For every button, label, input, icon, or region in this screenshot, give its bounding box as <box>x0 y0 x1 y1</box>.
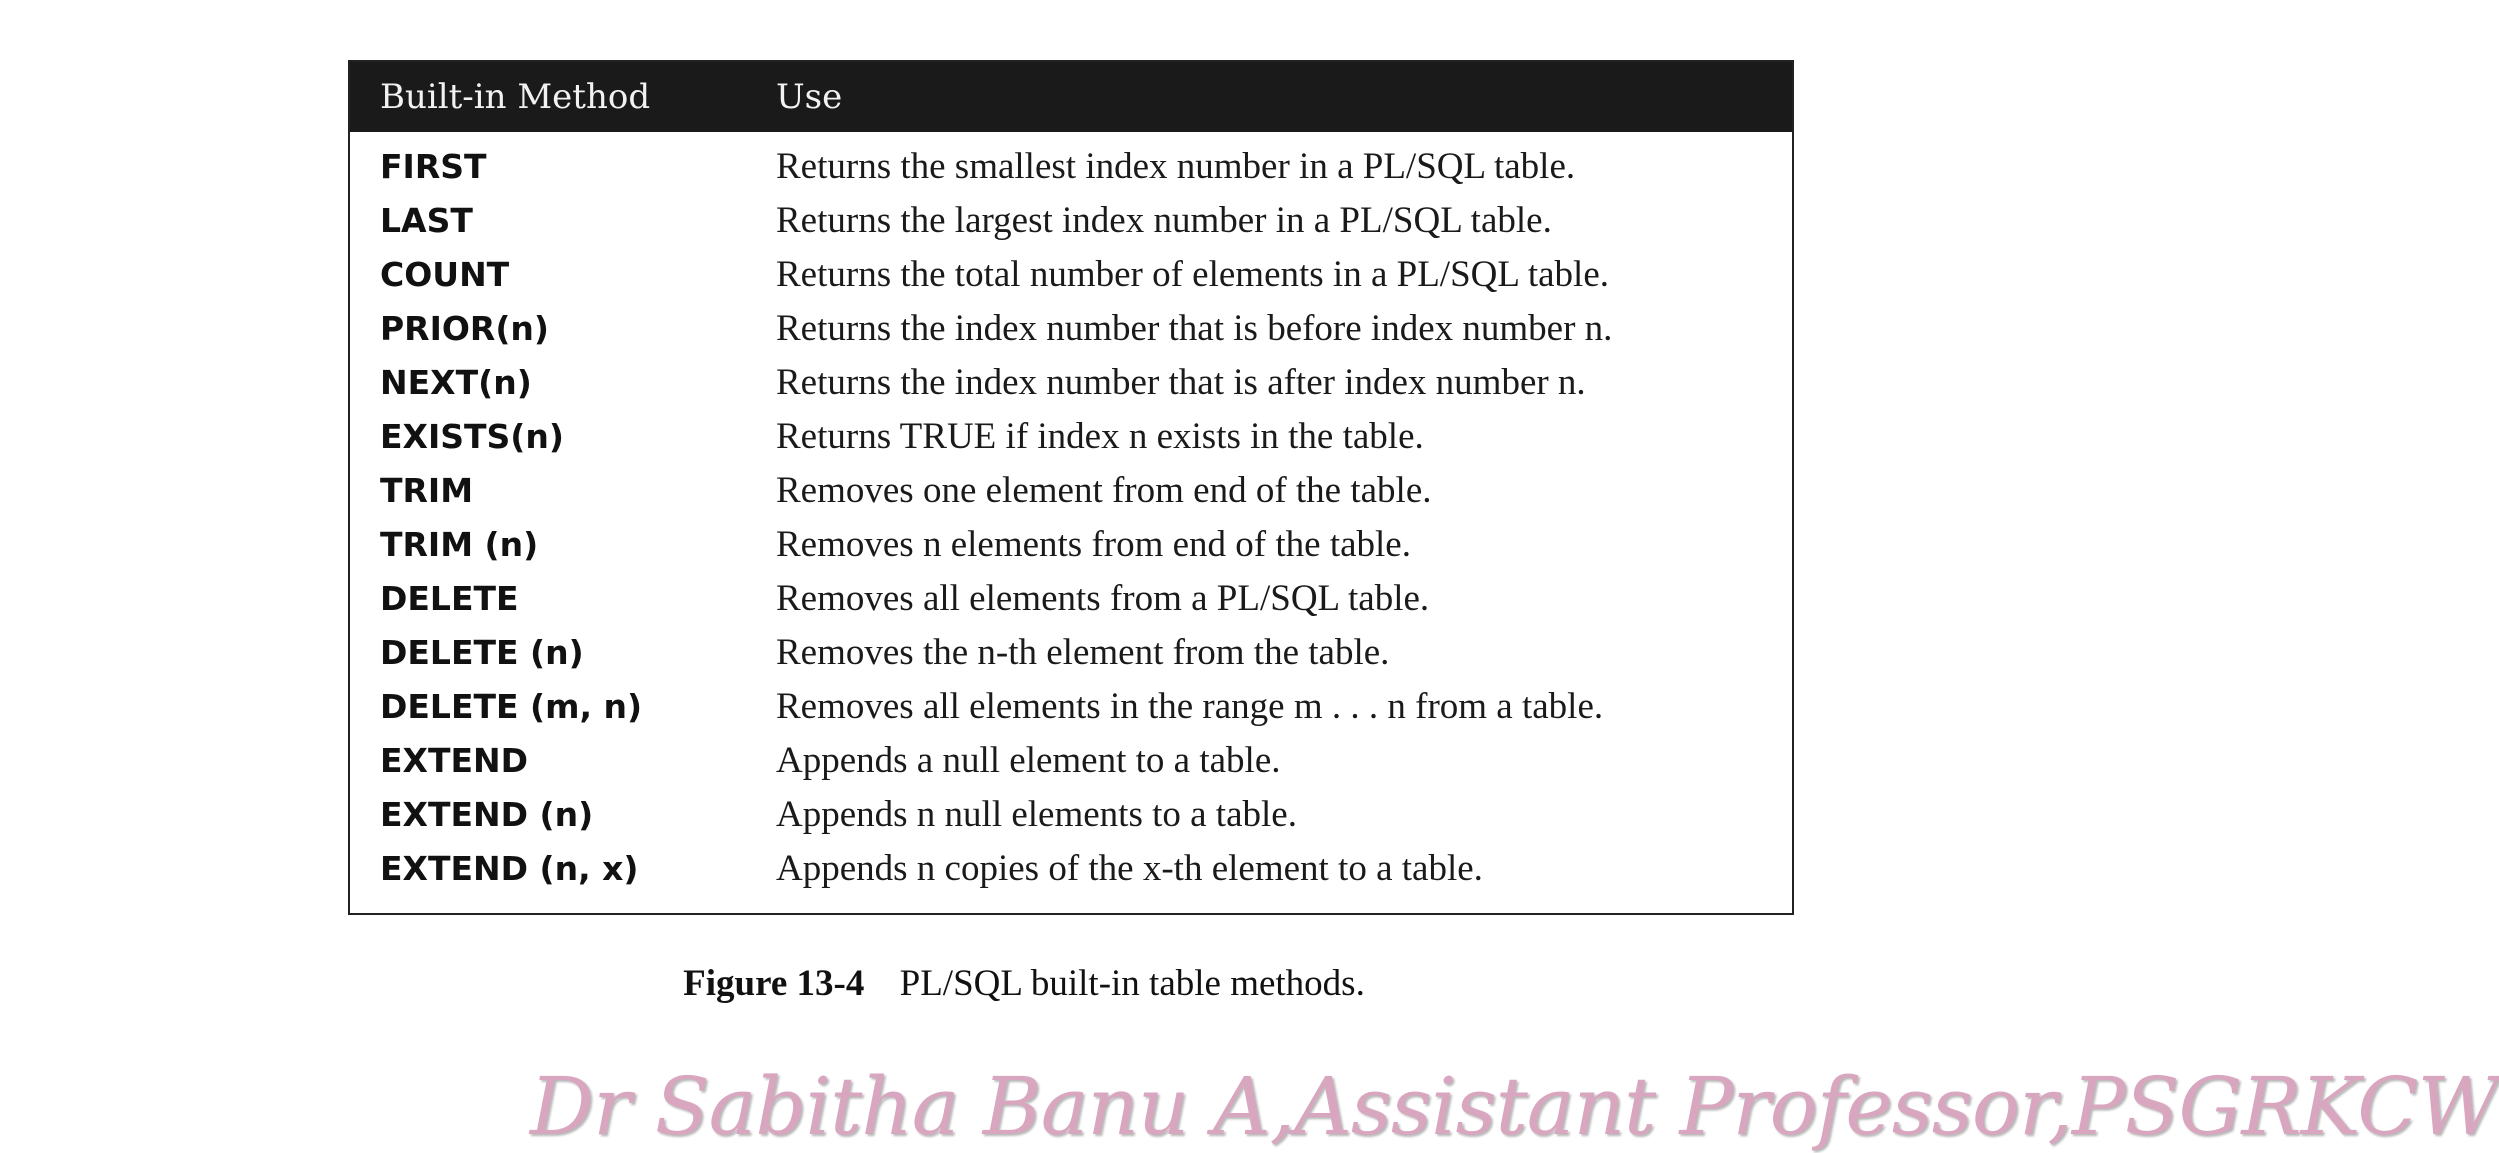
table-row <box>350 734 1792 788</box>
use-cell: Removes all elements from a PL/SQL table. <box>776 578 1430 619</box>
table-row <box>350 356 1792 410</box>
table-row <box>350 194 1792 248</box>
table-row <box>350 464 1792 518</box>
methods-table <box>348 60 1794 915</box>
use-cell: Returns TRUE if index n exists in the table. <box>776 416 1424 457</box>
figure-label: Figure 13-4 <box>683 963 865 1004</box>
author-watermark: Dr Sabitha Banu A,Assistant Professor,PSGRKCW <box>530 1060 2499 1153</box>
figure-caption <box>0 962 2048 1005</box>
use-cell: Removes the n-th element from the table. <box>776 632 1390 673</box>
use-cell: Appends n copies of the x-th element to a table. <box>776 848 1483 889</box>
method-cell: DELETE (n) <box>380 633 584 672</box>
method-cell: EXTEND (n, x) <box>380 849 639 888</box>
method-cell: TRIM <box>380 471 474 510</box>
table-row <box>350 788 1792 842</box>
method-cell: EXTEND (n) <box>380 795 594 834</box>
method-cell: DELETE (m, n) <box>380 687 643 726</box>
table-header <box>350 62 1792 132</box>
method-cell: LAST <box>380 201 473 240</box>
table-row <box>350 626 1792 680</box>
use-cell: Returns the total number of elements in a PL/SQL table. <box>776 254 1610 295</box>
use-cell: Returns the index number that is before index number n. <box>776 308 1613 349</box>
header-use: Use <box>776 77 843 117</box>
method-cell: NEXT(n) <box>380 363 532 402</box>
use-cell: Returns the smallest index number in a PL/SQL table. <box>776 146 1576 187</box>
method-cell: EXISTS(n) <box>380 417 564 456</box>
table-row <box>350 518 1792 572</box>
method-cell: EXTEND <box>380 741 529 780</box>
table-row <box>350 248 1792 302</box>
use-cell: Returns the largest index number in a PL/SQL table. <box>776 200 1552 241</box>
table-row <box>350 302 1792 356</box>
method-cell: FIRST <box>380 147 487 186</box>
header-method: Built-in Method <box>380 77 651 117</box>
use-cell: Appends n null elements to a table. <box>776 794 1297 835</box>
method-cell: COUNT <box>380 255 510 294</box>
table-row <box>350 410 1792 464</box>
use-cell: Returns the index number that is after index number n. <box>776 362 1586 403</box>
table-row <box>350 140 1792 194</box>
use-cell: Appends a null element to a table. <box>776 740 1281 781</box>
method-cell: TRIM (n) <box>380 525 539 564</box>
table-row <box>350 572 1792 626</box>
use-cell: Removes n elements from end of the table. <box>776 524 1411 565</box>
method-cell: DELETE <box>380 579 519 618</box>
method-cell: PRIOR(n) <box>380 309 549 348</box>
table-row <box>350 680 1792 734</box>
table-row <box>350 842 1792 896</box>
use-cell: Removes all elements in the range m . . . n from a table. <box>776 686 1604 727</box>
use-cell: Removes one element from end of the table. <box>776 470 1432 511</box>
figure-caption-text: PL/SQL built-in table methods. <box>899 963 1365 1004</box>
